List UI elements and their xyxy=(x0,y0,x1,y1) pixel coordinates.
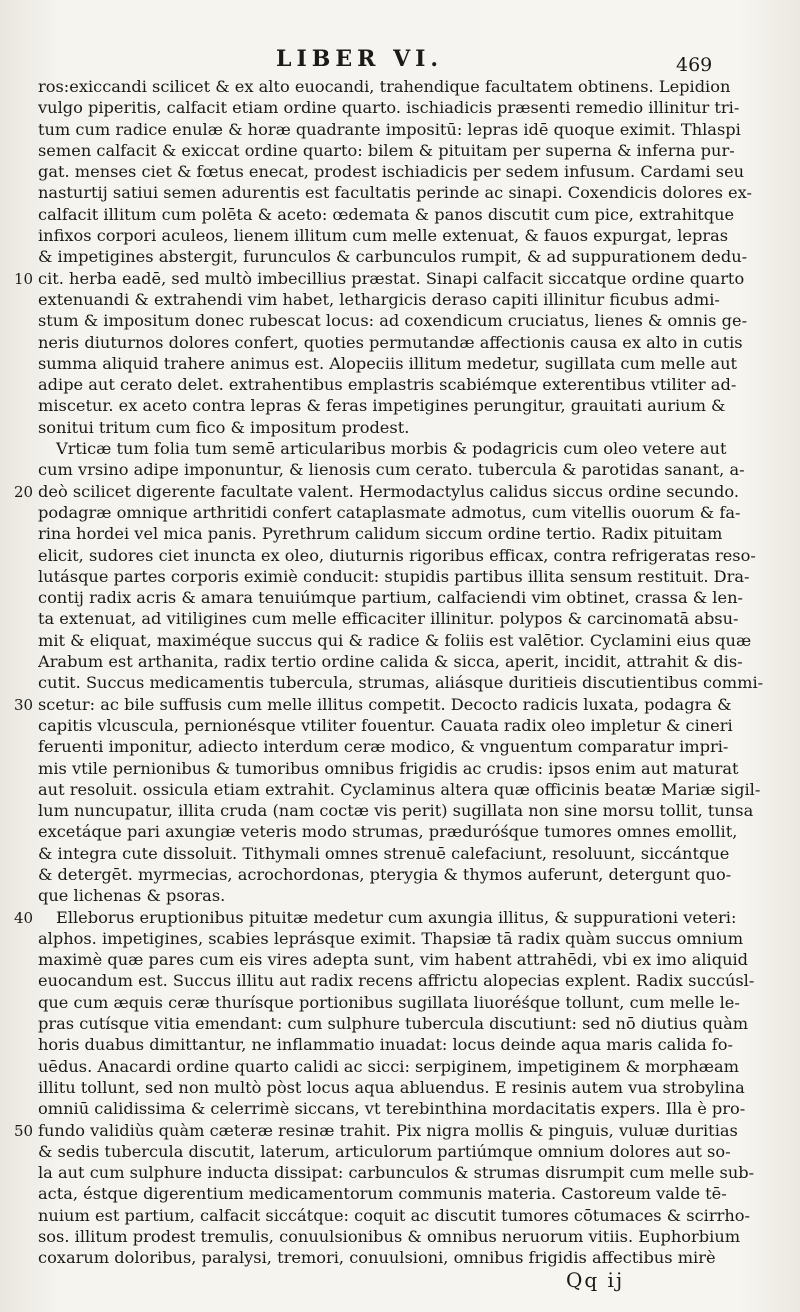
page-header xyxy=(0,46,800,76)
text-line: neris diuturnos dolores confert, quoties permutandæ affectionis causa ex alto in cutis xyxy=(38,332,743,352)
text-line: Vrticæ tum folia tum semē articularibus morbis & podagricis cum oleo vetere aut xyxy=(56,439,727,459)
text-line: Elleborus eruptionibus pituitæ medetur cum axungia illitus, & suppurationi veteri: xyxy=(56,907,737,927)
text-line: sos. illitum prodest tremulis, conuulsionibus & omnibus neruorum vitiis. Euphorbium xyxy=(38,1227,741,1247)
margin-line-number: 50 xyxy=(14,1121,34,1140)
page-number: 469 xyxy=(676,54,713,76)
body-text xyxy=(38,76,778,1269)
text-line: deò scilicet digerente facultate valent. Hermodactylus calidus siccus ordine secundo. xyxy=(38,481,740,501)
text-line: & detergēt. myrmecias, acrochordonas, pterygia & thymos auferunt, detergunt quo- xyxy=(38,864,732,884)
text-line: & impetigines abstergit, furunculos & carbunculos rumpit, & ad suppurationem dedu- xyxy=(38,247,748,267)
signature-mark: Qq ij xyxy=(566,1268,625,1292)
text-line: maximè quæ pares cum eis vires adepta sunt, vim habent attrahēdi, vbi ex imo aliquid xyxy=(38,950,749,970)
text-line: excetáque pari axungiæ veteris modo strumas, præduróśque tumores omnes emollit, xyxy=(38,822,738,842)
text-line: nasturtij satiui semen adurentis est facultatis perinde ac sinapi. Coxendicis dolores ex- xyxy=(38,183,752,203)
text-line: summa aliquid trahere animus est. Alopeciis illitum medetur, sugillata cum melle aut xyxy=(38,353,738,373)
margin-line-number: 10 xyxy=(14,269,34,288)
text-line: capitis vlcuscula, pernionésque vtiliter fouentur. Cauata radix oleo impletur & cineri xyxy=(38,715,733,735)
text-line: nuium est partium, calfacit siccátque: coquit ac discutit tumores cōtumaces & scirrho- xyxy=(38,1205,750,1225)
text-line: pras cutísque vitia emendant: cum sulphure tubercula discutiunt: sed nō diutius quàm xyxy=(38,1014,749,1034)
text-line: ros:exiccandi scilicet & ex alto euocandi, trahendique facultatem obtinens. Lepidion xyxy=(38,77,731,96)
text-line: illitu tollunt, sed non multò pòst locus aqua abluendus. E resinis autem vua strobylina xyxy=(38,1077,745,1097)
text-line: uēdus. Anacardi ordine quarto calidi ac sicci: serpiginem, impetiginem & morphæam xyxy=(38,1056,739,1076)
text-line: tum cum radice enulæ & horæ quadrante impositū: lepras idē quoque eximit. Thlaspi xyxy=(38,119,741,139)
text-line: calfacit illitum cum polēta & aceto: œdemata & panos discutit cum pice, extrahitque xyxy=(38,204,735,224)
text-line: Arabum est arthanita, radix tertio ordine calida & sicca, aperit, incidit, attrahit & dis- xyxy=(38,652,743,672)
text-line: horis duabus dimittantur, ne inflammatio inuadat: locus deinde aqua maris calida fo- xyxy=(38,1035,734,1055)
text-line: feruenti imponitur, adiecto interdum ceræ modico, & vnguentum comparatur impri- xyxy=(38,737,729,757)
margin-line-number: 40 xyxy=(14,908,34,927)
text-line: mit & eliquat, maximéque succus qui & radice & foliis est valētior. Cyclamini eius quæ xyxy=(38,630,752,650)
text-line: cutit. Succus medicamentis tubercula, strumas, aliásque duritieis discutientibus commi- xyxy=(38,673,764,693)
text-line: cit. herba eadē, sed multò imbecillius præstat. Sinapi calfacit siccatque ordine quarto xyxy=(38,268,745,288)
text-line: la aut cum sulphure inducta dissipat: carbunculos & strumas disrumpit cum melle sub- xyxy=(38,1163,755,1183)
text-line: vulgo piperitis, calfacit etiam ordine quarto. ischiadicis præsenti remedio illinitur tri- xyxy=(38,98,740,118)
text-line: que lichenas & psoras. xyxy=(38,886,226,906)
text-line: cum vrsino adipe imponuntur, & lienosis cum cerato. tubercula & parotidas sanant, a- xyxy=(38,460,745,480)
text-line: stum & impositum donec rubescat locus: ad coxendicum cruciatus, lienes & omnis ge- xyxy=(38,311,748,331)
text-line: aut resoluit. ossicula etiam extrahit. Cyclaminus altera quæ officinis beatæ Mariæ sigil- xyxy=(38,779,761,799)
text-line: rina hordei vel mica panis. Pyrethrum calidum siccum ordine tertio. Radix pituitam xyxy=(38,524,723,544)
margin-line-number: 30 xyxy=(14,695,34,714)
text-line: gat. menses ciet & fœtus enecat, prodest ischiadicis per sedem infusum. Cardami seu xyxy=(38,162,745,182)
text-line: omniū calidissima & celerrimè siccans, vt terebinthina mordacitatis expers. Illa è pro- xyxy=(38,1099,746,1119)
text-line: coxarum doloribus, paralysi, tremori, conuulsioni, omnibus frigidis affectibus mirè xyxy=(38,1248,716,1268)
text-line: lutásque partes corporis eximiè conducit: stupidis partibus illita sensum restituit. Dra- xyxy=(38,566,750,586)
text-line: contij radix acris & amara tenuiúmque partium, calfaciendi vim obtinet, crassa & len- xyxy=(38,588,743,608)
text-line: ta extenuat, ad vitiligines cum melle efficaciter illinitur. polypos & carcinomatā absu- xyxy=(38,609,739,629)
text-line: lum nuncupatur, illita cruda (nam coctæ vis perit) sugillata non sine morsu tollit, tunsa xyxy=(38,801,754,821)
text-line: extenuandi & extrahendi vim habet, lethargicis deraso capiti illinitur ficubus admi- xyxy=(38,289,720,309)
text-line: euocandum est. Succus illitu aut radix recens affrictu alopecias explent. Radix succúsl- xyxy=(38,971,755,991)
text-line: podagræ omnique arthritidi confert cataplasmate admotus, cum vitellis ouorum & fa- xyxy=(38,502,741,522)
text-line: & integra cute dissoluit. Tithymali omnes strenuē calefaciunt, resoluunt, siccántque xyxy=(38,843,730,863)
text-line: alphos. impetigines, scabies leprásque eximit. Thapsiæ tā radix quàm succus omnium xyxy=(38,928,744,948)
text-line: semen calfacit & exiccat ordine quarto: bilem & pituitam per superna & inferna pur- xyxy=(38,140,735,160)
text-line: miscetur. ex aceto contra lepras & feras impetigines perungitur, grauitati aurium & xyxy=(38,396,726,416)
text-line: acta, éstque digerentium medicamentorum communis materia. Castoreum valde tē- xyxy=(38,1184,727,1204)
margin-line-number: 20 xyxy=(14,482,34,501)
text-line: mis vtile pernionibus & tumoribus omnibus frigidis ac crudis: ipsos enim aut maturat xyxy=(38,758,739,778)
running-title: LIBER VI. xyxy=(276,46,444,72)
text-line: & sedis tubercula discutit, laterum, articulorum partiúmque omnium dolores aut so- xyxy=(38,1141,731,1161)
text-line: fundo validiùs quàm cæteræ resinæ trahit. Pix nigra mollis & pinguis, vuluæ duritias xyxy=(38,1120,738,1140)
text-line: elicit, sudores ciet inuncta ex oleo, diuturnis rigoribus efficax, contra refrigeratas reso- xyxy=(38,545,756,565)
text-line: scetur: ac bile suffusis cum melle illitus competit. Decocto radicis luxata, podagra & xyxy=(38,694,732,714)
text-line: adipe aut cerato delet. extrahentibus emplastris scabiémque exterentibus vtiliter ad- xyxy=(38,375,737,395)
text-line: sonitui tritum cum fico & impositum prodest. xyxy=(38,417,410,437)
text-line: que cum æquis ceræ thurísque portionibus sugillata liuoréśque tollunt, cum melle le- xyxy=(38,992,740,1012)
text-line: infixos corpori aculeos, lienem illitum cum melle extenuat, & fauos expurgat, lepras xyxy=(38,226,729,246)
